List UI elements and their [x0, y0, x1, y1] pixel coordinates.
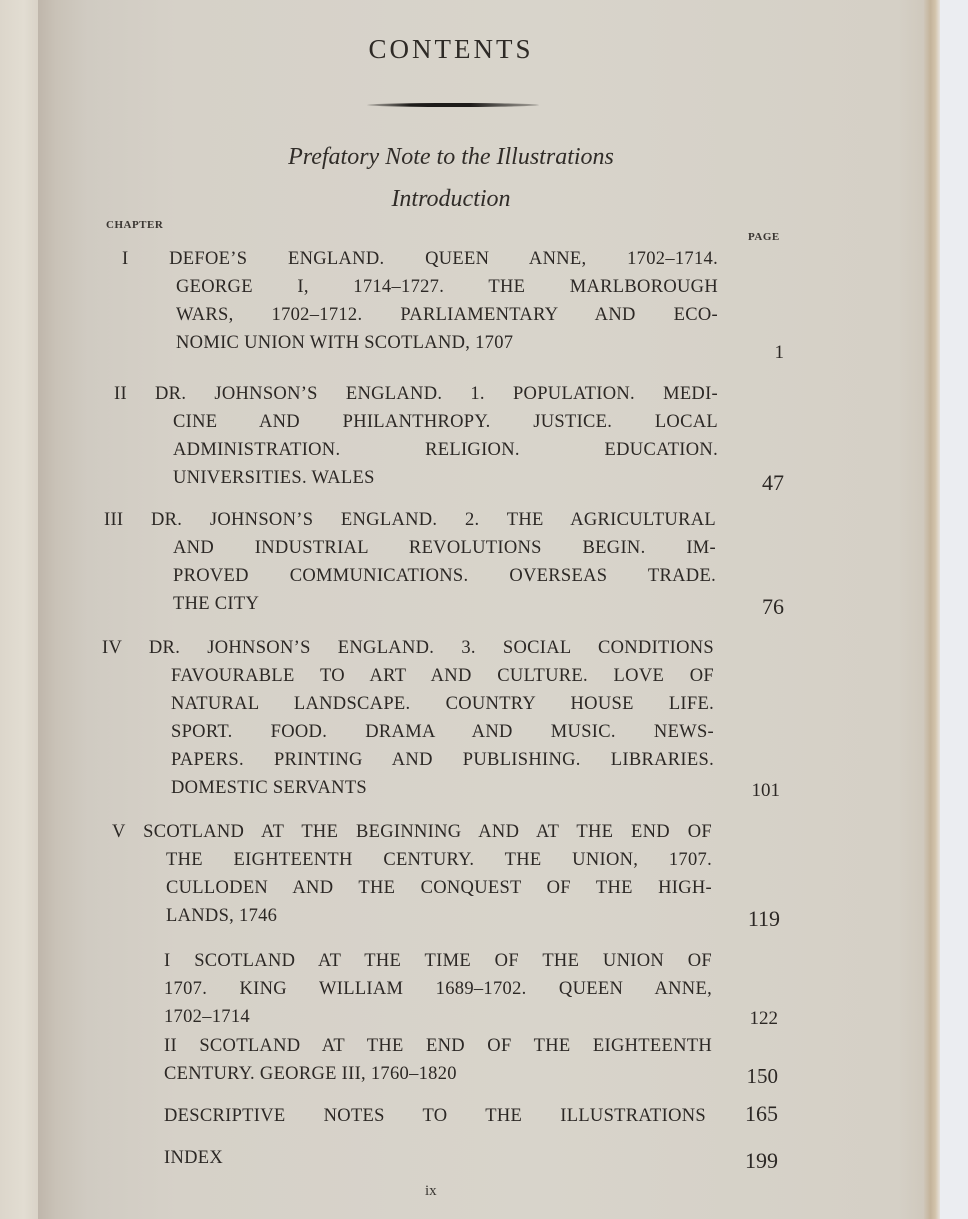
entry-line: II SCOTLAND AT THE END OF THE EIGHTEENTH — [164, 1036, 712, 1056]
page-title: CONTENTS — [368, 34, 534, 64]
toc-entry-index — [164, 1144, 464, 1172]
entry-line: IV DR. JOHNSON’S ENGLAND. 3. SOCIAL CONDITIONS — [102, 638, 714, 658]
entry-line: I DEFOE’S ENGLAND. QUEEN ANNE, 1702–1714. — [122, 249, 718, 269]
page-number-chapter-2: 47 — [762, 470, 784, 495]
toc-entry-chapter-4 — [102, 634, 714, 802]
entry-line: PAPERS. PRINTING AND PUBLISHING. LIBRARIES. — [171, 750, 714, 770]
entry-line: AND INDUSTRIAL REVOLUTIONS BEGIN. IM- — [173, 538, 716, 558]
page-number-chapter-5: 119 — [747, 906, 780, 931]
toc-entry-chapter-1 — [122, 245, 718, 357]
entry-line: FAVOURABLE TO ART AND CULTURE. LOVE OF — [171, 666, 714, 686]
entry-line: DOMESTIC SERVANTS — [171, 778, 368, 798]
page-column-label: PAGE — [748, 231, 780, 243]
entry-line: NOMIC UNION WITH SCOTLAND, 1707 — [176, 333, 514, 353]
entry-line: CULLODEN AND THE CONQUEST OF THE HIGH- — [166, 878, 712, 898]
entry-line: SPORT. FOOD. DRAMA AND MUSIC. NEWS- — [171, 722, 714, 742]
entry-line: UNIVERSITIES. WALES — [173, 468, 375, 488]
facing-page-edge — [0, 0, 40, 1219]
page-number-chapter-4: 101 — [751, 780, 780, 801]
entry-line: GEORGE I, 1714–1727. THE MARLBOROUGH — [176, 277, 718, 297]
front-matter-prefatory-note: Prefatory Note to the Illustrations — [288, 144, 614, 170]
folio-page-number: ix — [425, 1183, 437, 1199]
page-number-subsection-2: 150 — [746, 1064, 778, 1088]
entry-line: PROVED COMMUNICATIONS. OVERSEAS TRADE. — [173, 566, 716, 586]
chapter-column-label: CHAPTER — [106, 219, 164, 231]
entry-line: CENTURY. GEORGE III, 1760–1820 — [164, 1064, 457, 1084]
page-number-subsection-1: 122 — [749, 1008, 778, 1029]
entry-line: I SCOTLAND AT THE TIME OF THE UNION OF — [164, 951, 712, 971]
entry-line: THE EIGHTEENTH CENTURY. THE UNION, 1707. — [166, 850, 712, 870]
entry-line: 1702–1714 — [164, 1007, 250, 1027]
page-number-descriptive-notes: 165 — [745, 1101, 778, 1126]
toc-entry-subsection-1 — [164, 947, 712, 1031]
entry-line: III DR. JOHNSON’S ENGLAND. 2. THE AGRICULTURAL — [104, 510, 716, 530]
entry-line: INDEX — [164, 1148, 224, 1168]
page-number-chapter-1: 1 — [774, 342, 784, 363]
front-matter-introduction: Introduction — [391, 186, 511, 212]
page-number-chapter-3: 76 — [762, 594, 784, 619]
entry-line: II DR. JOHNSON’S ENGLAND. 1. POPULATION. MEDI- — [114, 384, 718, 404]
entry-line: 1707. KING WILLIAM 1689–1702. QUEEN ANNE, — [164, 979, 712, 999]
entry-line: NATURAL LANDSCAPE. COUNTRY HOUSE LIFE. — [171, 694, 714, 714]
toc-entry-chapter-3 — [104, 506, 716, 618]
entry-line: LANDS, 1746 — [166, 906, 278, 926]
background-surface — [940, 0, 968, 1219]
entry-line: THE CITY — [173, 594, 260, 614]
toc-entry-chapter-5 — [112, 818, 712, 930]
toc-entry-subsection-2 — [164, 1032, 712, 1088]
entry-line: DESCRIPTIVE NOTES TO THE ILLUSTRATIONS — [164, 1106, 706, 1126]
toc-entry-chapter-2 — [114, 380, 718, 492]
page-number-index: 199 — [745, 1148, 778, 1173]
entry-line: WARS, 1702–1712. PARLIAMENTARY AND ECO- — [176, 305, 718, 325]
page-stack-edge — [924, 0, 940, 1219]
entry-line: CINE AND PHILANTHROPY. JUSTICE. LOCAL — [173, 412, 718, 432]
toc-entry-descriptive-notes — [164, 1102, 706, 1130]
entry-line: ADMINISTRATION. RELIGION. EDUCATION. — [173, 440, 718, 460]
entry-line: V SCOTLAND AT THE BEGINNING AND AT THE END OF — [112, 822, 712, 842]
title-rule-divider — [367, 103, 539, 107]
